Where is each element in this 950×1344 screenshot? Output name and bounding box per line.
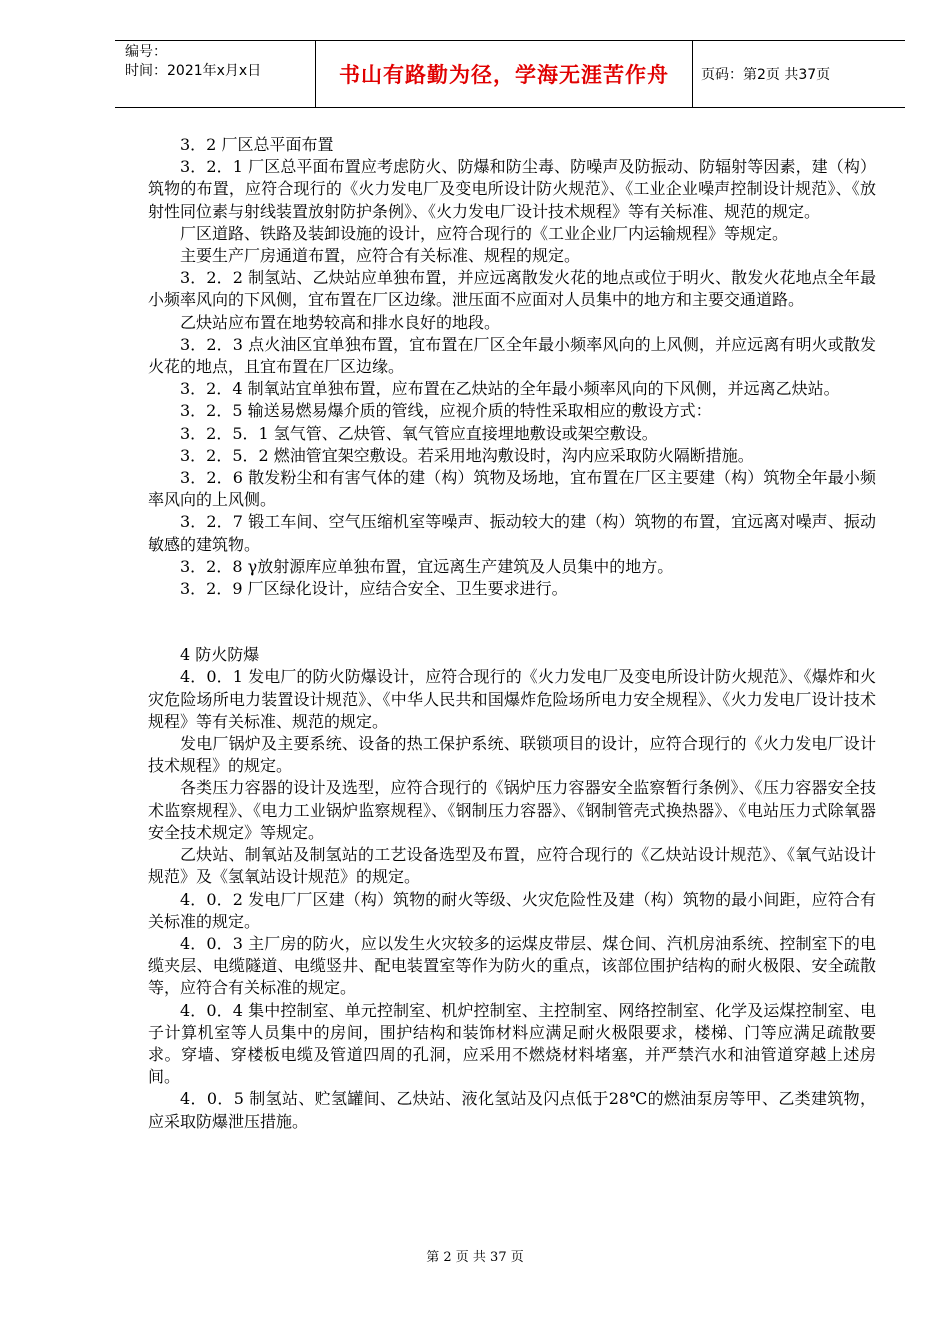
page-footer: 第 2 页 共 37 页	[426, 1250, 524, 1265]
paragraph: 乙炔站、制氧站及制氢站的工艺设备选型及布置，应符合现行的《乙炔站设计规范》、《氧气站设计规范》及《氢氧站设计规范》的规定。	[148, 845, 876, 887]
paragraph: 4．0．4 集中控制室、单元控制室、机炉控制室、主控制室、网络控制室、化学及运煤控制室、电子计算机室等人员集中的房间，围护结构和装饰材料应满足耐火极限要求，楼梯、门等应满足疏散要求。穿墙、穿楼板电缆及管道四周的孔洞，应采用不燃烧材料堵塞，并严禁汽水和油管道穿越上述房间。	[148, 1000, 876, 1087]
header-page-cell	[693, 41, 905, 107]
paragraph: 发电厂锅炉及主要系统、设备的热工保护系统、联锁项目的设计，应符合现行的《火力发电厂设计技术规程》的规定。	[148, 734, 876, 776]
section-title: 3．2 厂区总平面布置	[180, 135, 334, 154]
paragraph: 3．2．7 锻工车间、空气压缩机室等噪声、振动较大的建（构）筑物的布置，宜远离对噪声、振动敏感的建筑物。	[148, 512, 876, 554]
paragraph: 3．2．5 输送易燃易爆介质的管线，应视介质的特性采取相应的敷设方式：	[180, 401, 712, 421]
paragraph: 4．0．5 制氢站、贮氢罐间、乙炔站、液化氢站及闪点低于28℃的燃油泵房等甲、乙类建筑物，应采取防爆泄压措施。	[148, 1089, 876, 1131]
paragraph: 4．0．1 发电厂的防火防爆设计，应符合现行的《火力发电厂及变电所设计防火规范》、《爆炸和火灾危险场所电力装置设计规范》、《中华人民共和国爆炸危险场所电力安全规程》、《火力发电厂设计技术规程》等有关标准、规范的规定。	[148, 667, 876, 731]
section-gap	[148, 600, 876, 644]
header-page-number: 页码：第2页 共37页	[701, 67, 831, 83]
document-number-label: 编号：	[125, 44, 167, 60]
header-motto: 书山有路勤为径，学海无涯苦作舟	[339, 63, 669, 87]
section-title: 4 防火防爆	[180, 645, 260, 665]
paragraph: 4．0．2 发电厂厂区建（构）筑物的耐火等级、火灾危险性及建（构）筑物的最小间距，应符合有关标准的规定。	[148, 889, 876, 931]
document-time-label: 时间：2021年x月x日	[125, 63, 262, 79]
paragraph: 3．2．5．2 燃油管宜架空敷设。若采用地沟敷设时，沟内应采取防火隔断措施。	[180, 445, 754, 465]
page-header	[115, 40, 905, 108]
paragraph: 3．2．5．1 氢气管、乙炔管、氧气管应直接埋地敷设或架空敷设。	[180, 423, 658, 443]
document-body	[148, 134, 876, 1133]
paragraph: 3．2．1 厂区总平面布置应考虑防火、防爆和防尘毒、防噪声及防振动、防辐射等因素，建（构）筑物的布置，应符合现行的《火力发电厂及变电所设计防火规范》、《工业企业噪声控制设计规范》、《放射性同位素与射线装置放射防护条例》、《火力发电厂设计技术规程》等有关标准、规范的规定。	[148, 157, 876, 221]
paragraph: 3．2．2 制氢站、乙炔站应单独布置，并应远离散发火花的地点或位于明火、散发火花地点全年最小频率风向的下风侧，宜布置在厂区边缘。泄压面不应面对人员集中的地方和主要交通道路。	[148, 268, 876, 310]
paragraph: 3．2．6 散发粉尘和有害气体的建（构）筑物及场地，宜布置在厂区主要建（构）筑物全年最小频率风向的上风侧。	[148, 468, 876, 510]
paragraph: 厂区道路、铁路及装卸设施的设计，应符合现行的《工业企业厂内运输规程》等规定。	[180, 223, 789, 243]
header-motto-cell	[315, 41, 693, 107]
paragraph: 3．2．9 厂区绿化设计，应结合安全、卫生要求进行。	[180, 579, 568, 599]
paragraph: 各类压力容器的设计及选型，应符合现行的《锅炉压力容器安全监察暂行条例》、《压力容器安全技术监察规程》、《电力工业锅炉监察规程》、《钢制压力容器》、《钢制管壳式换热器》、《电站压力式除氧器安全技术规定》等规定。	[148, 778, 876, 842]
paragraph: 3．2．3 点火油区宜单独布置，宜布置在厂区全年最小频率风向的上风侧，并应远离有明火或散发火花的地点，且宜布置在厂区边缘。	[148, 334, 876, 377]
paragraph: 3．2．8 γ放射源库应单独布置，宜远离生产建筑及人员集中的地方。	[180, 556, 674, 576]
paragraph: 3．2．4 制氧站宜单独布置，应布置在乙炔站的全年最小频率风向的下风侧，并远离乙炔站。	[180, 379, 840, 399]
paragraph: 4．0．3 主厂房的防火，应以发生火灾较多的运煤皮带层、煤仓间、汽机房油系统、控制室下的电缆夹层、电缆隧道、电缆竖井、配电装置室等作为防火的重点，该部位围护结构的耐火极限、安全疏散等，应符合有关标准的规定。	[148, 933, 876, 998]
paragraph: 乙炔站应布置在地势较高和排水良好的地段。	[180, 312, 501, 332]
header-meta	[115, 41, 315, 107]
paragraph: 主要生产厂房通道布置，应符合有关标准、规程的规定。	[180, 246, 581, 266]
